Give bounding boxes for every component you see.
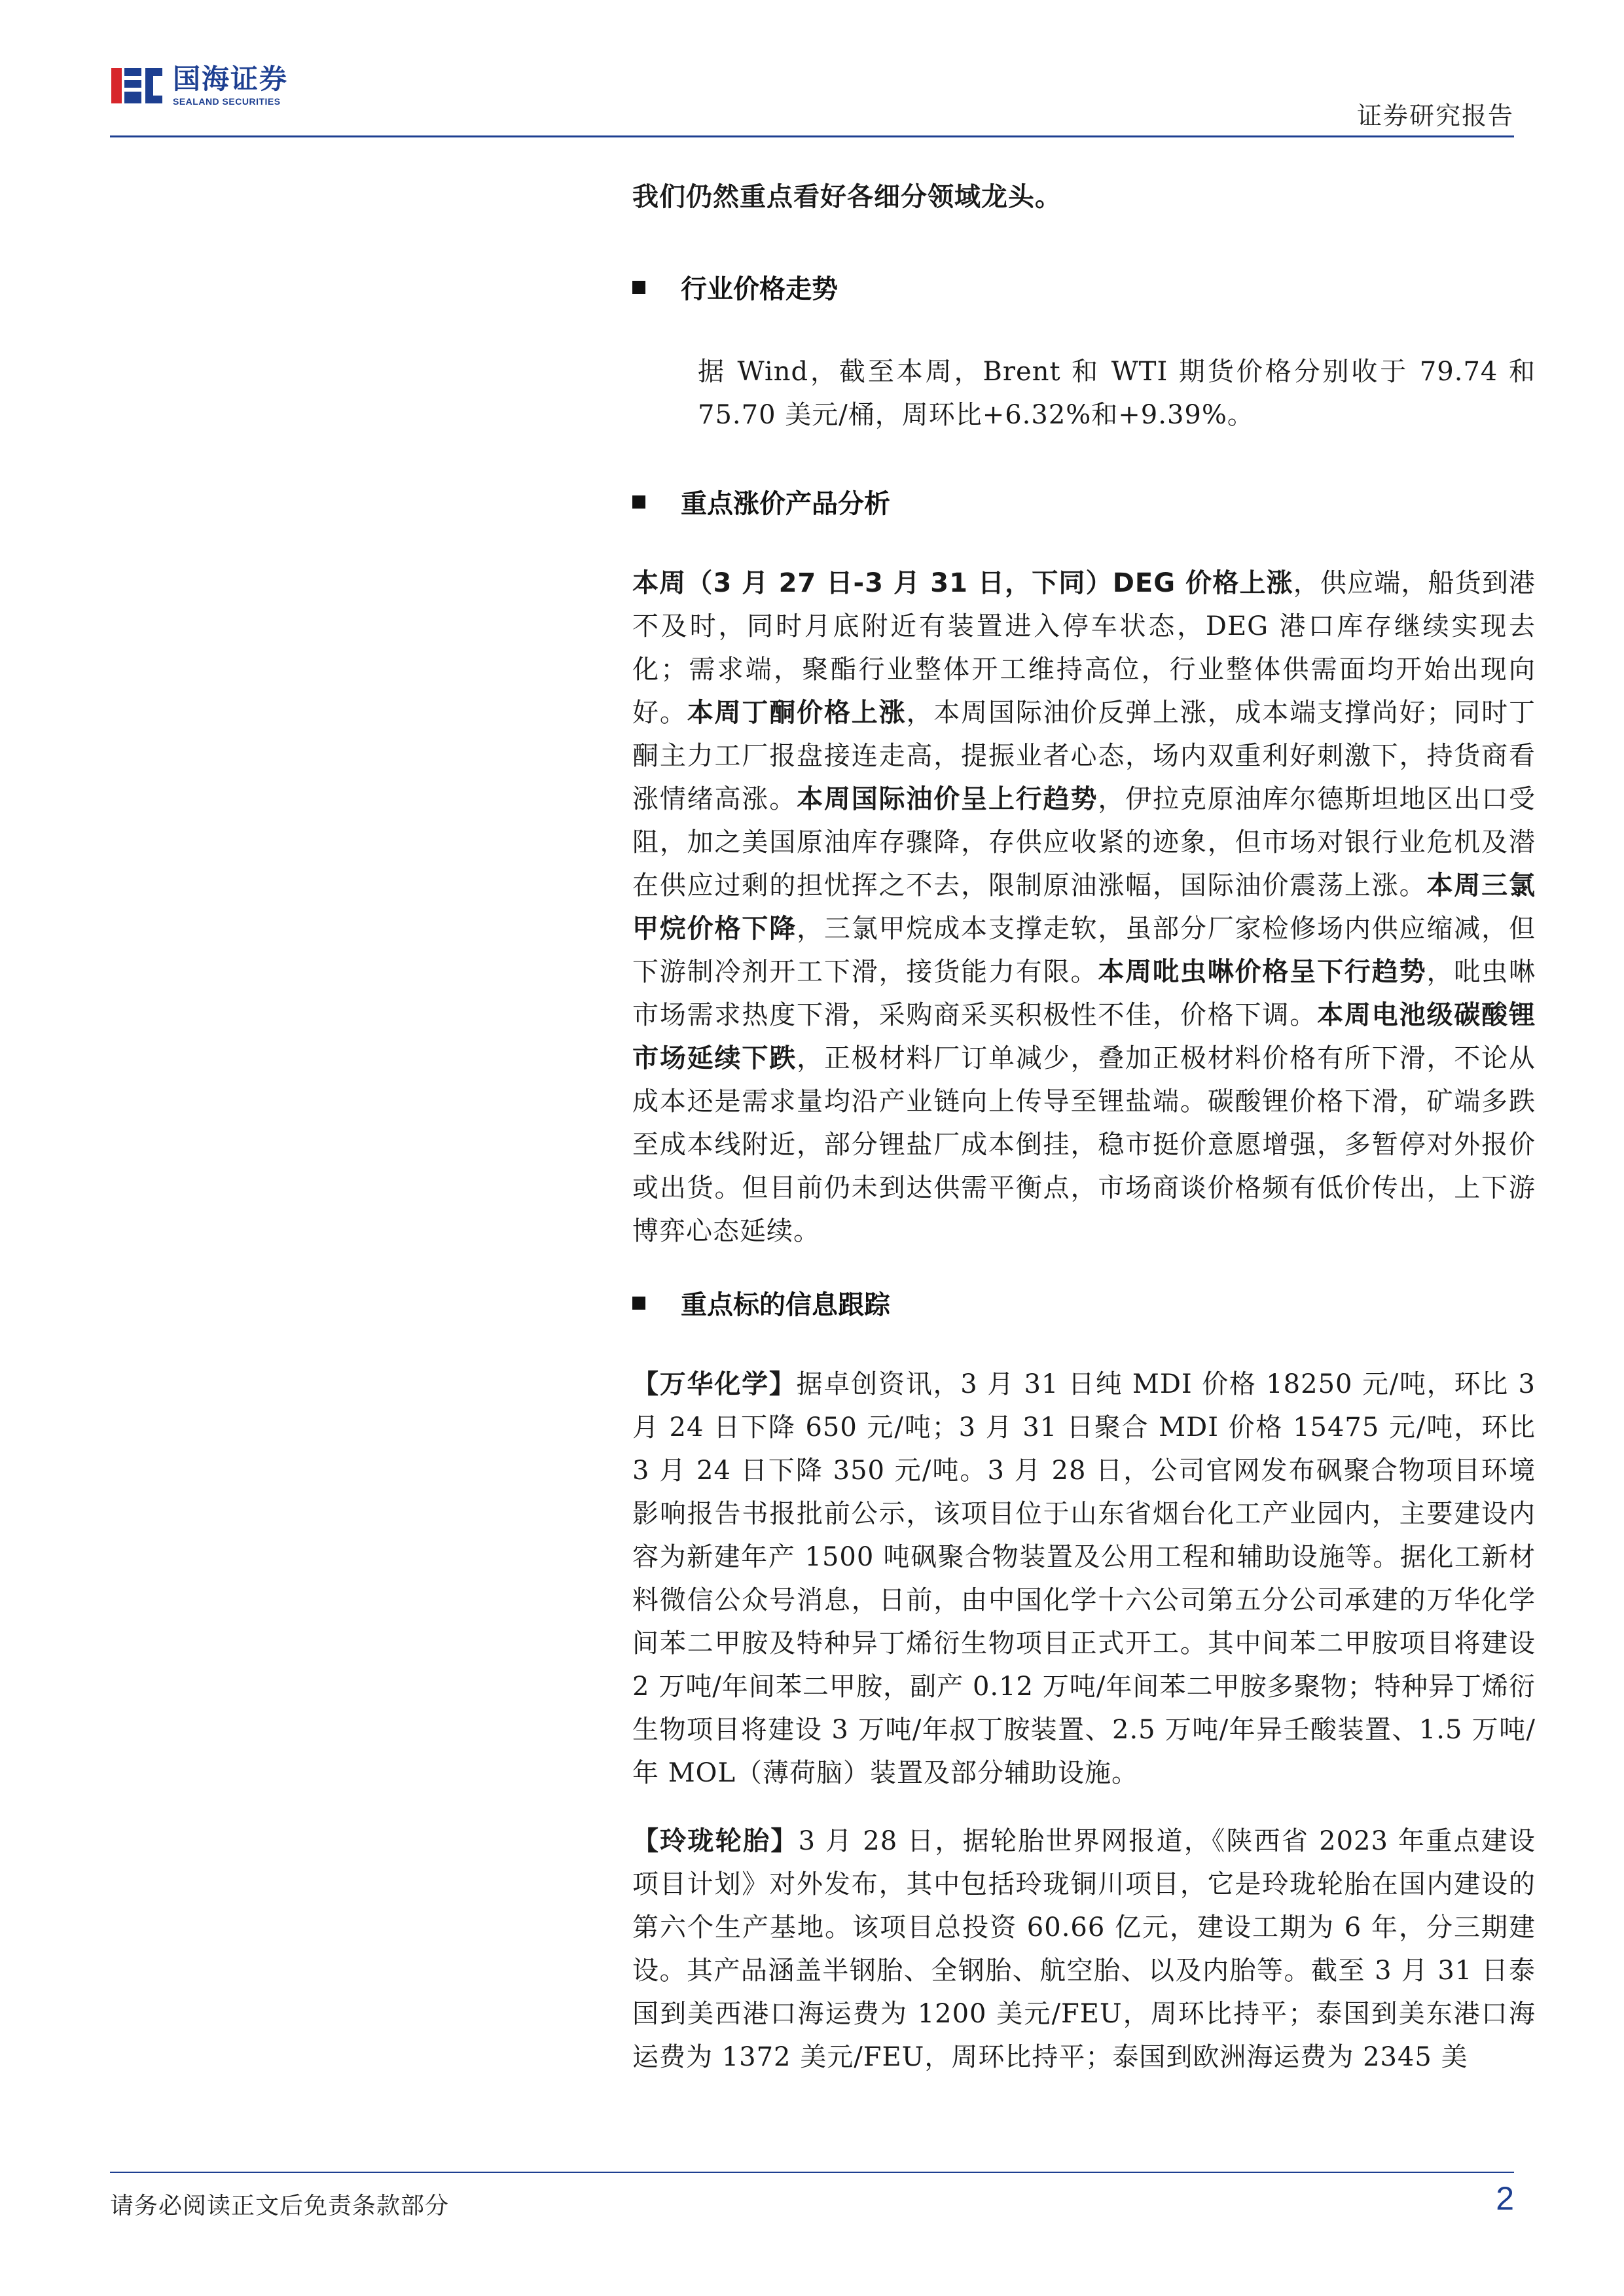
body-text: ，伊拉克原油库尔德斯坦地区出口受阻，加之美国原油库存骤降，存供应收紧的迹象，但市场对银行业危机及潜在供应过剩的担忧挥之不去，限制原油涨幅，国际油价震荡上涨。 [632,784,1536,901]
body-text: 3 月 28 日，据轮胎世界网报道，《陕西省 2023 年重点建设项目计划》对外发布，其中包括玲珑铜川项目，它是玲珑轮胎在国内建设的第六个生产基地。该项目总投资 60.66 亿元，建设工期为 6 年，分三期建设。其产品涵盖半钢胎、全钢胎、航空胎、以及内胎等。截至 3 月 31 日泰国到美西港口海运费为 1200 美元/FEU，周环比持平；泰国到美东港口海运费为 1372 美元/FEU，周环比持平；泰国到欧洲海运费为 2345 美 [632,1826,1536,2072]
highlight-lithium-carbonate: 本周电池级碳酸锂市场延续下跌 [632,1000,1536,1073]
section-title: 行业价格走势 [681,274,838,304]
wanhua-paragraph [632,1363,1536,1795]
highlight-chloroform: 本周三氯甲烷价格下降 [632,870,1536,944]
page-header [110,0,1514,137]
page-number: 2 [1496,2180,1514,2217]
highlight-oil: 本周国际油价呈上行趋势 [797,784,1098,814]
section-heading-tracking [632,1284,890,1321]
body-text: ，吡虫啉市场需求热度下滑，采购商采买积极性不佳，价格下调。 [632,957,1536,1030]
wanhua-block [632,1363,1536,1795]
section-title: 重点涨价产品分析 [681,489,890,519]
square-bullet-icon [632,495,645,509]
price-rise-paragraph [632,562,1536,1253]
brand-logo [110,65,288,106]
header-divider [110,135,1514,137]
highlight-deg: 本周（3 月 27 日-3 月 31 日，下同）DEG 价格上涨 [632,568,1293,598]
disclaimer-note: 请务必阅读正文后免责条款部分 [110,2193,450,2219]
logo-english-text: SEALAND SECURITIES [173,96,281,107]
company-tag-wanhua: 【万华化学】 [632,1369,797,1399]
section-title: 重点标的信息跟踪 [681,1290,890,1320]
section-heading-price-rise [632,483,890,520]
sealand-logo-icon [110,65,164,106]
footer-divider [110,2172,1514,2173]
company-tag-linglong: 【玲珑轮胎】 [632,1826,799,1856]
intro-text: 我们仍然重点看好各细分领域龙头。 [632,182,1062,212]
highlight-imidacloprid: 本周吡虫啉价格呈下行趋势 [1098,957,1427,987]
price-rise-block [632,562,1536,1253]
square-bullet-icon [632,281,645,294]
body-text: ，正极材料厂订单减少，叠加正极材料价格有所下滑，不论从成本还是需求量均沿产业链向上传导至锂盐端。碳酸锂价格下滑，矿端多跌至成本线附近，部分锂盐厂成本倒挂，稳市挺价意愿增强，多暂停对外报价或出货。但目前仍未到达供需平衡点，市场商谈价格频有低价传出，上下游博弈心态延续。 [632,1043,1536,1246]
body-text: ，供应端，船货到港不及时，同时月底附近有装置进入停车状态，DEG 港口库存继续实现去化；需求端，聚酯行业整体开工维持高位，行业整体供需面均开始出现向好。 [632,568,1536,728]
body-text: 据卓创资讯，3 月 31 日纯 MDI 价格 18250 元/吨，环比 3 月 24 日下降 650 元/吨；3 月 31 日聚合 MDI 价格 15475 元/吨，环比 3 月 24 日下降 350 元/吨。3 月 28 日，公司官网发布砜聚合物项目环境影响报告书报批前公示，该项目位于山东省烟台化工产业园内，主要建设内容为新建年产 1500 吨砜聚合物装置及公用工程和辅助设施等。据化工新材料微信公众号消息，日前，由中国化学十六公司第五分公司承建的万华化学间苯二甲胺及特种异丁烯衍生物项目正式开工。其中间苯二甲胺项目将建设 2 万吨/年间苯二甲胺，副产 0.12 万吨/年间苯二甲胺多聚物；特种异丁烯衍生物项目将建设 3 万吨/年叔丁胺装置、2.5 万吨/年异壬酸装置、1.5 万吨/年 MOL（薄荷脑）装置及部分辅助设施。 [632,1369,1536,1788]
body-text: ，本周国际油价反弹上涨，成本端支撑尚好；同时丁酮主力工厂报盘接连走高，提振业者心态，场内双重利好刺激下，持货商看涨情绪高涨。 [632,698,1536,814]
highlight-butanone: 本周丁酮价格上涨 [687,698,907,728]
price-trend-paragraph: 据 Wind，截至本周，Brent 和 WTI 期货价格分别收于 79.74 和 75.70 美元/桶，周环比+6.32%和+9.39%。 [698,357,1536,430]
section-heading-price-trend [632,268,838,306]
report-type-label: 证券研究报告 [1356,101,1514,130]
body-text: ，三氯甲烷成本支撑走软，虽部分厂家检修场内供应缩减，但下游制冷剂开工下滑，接货能力有限。 [632,914,1536,987]
logo-chinese-text: 国海证券 [173,63,289,95]
linglong-paragraph [632,1820,1536,2079]
intro-block [632,175,1536,219]
linglong-block [632,1820,1536,2079]
price-trend-block [698,350,1536,437]
square-bullet-icon [632,1297,645,1310]
